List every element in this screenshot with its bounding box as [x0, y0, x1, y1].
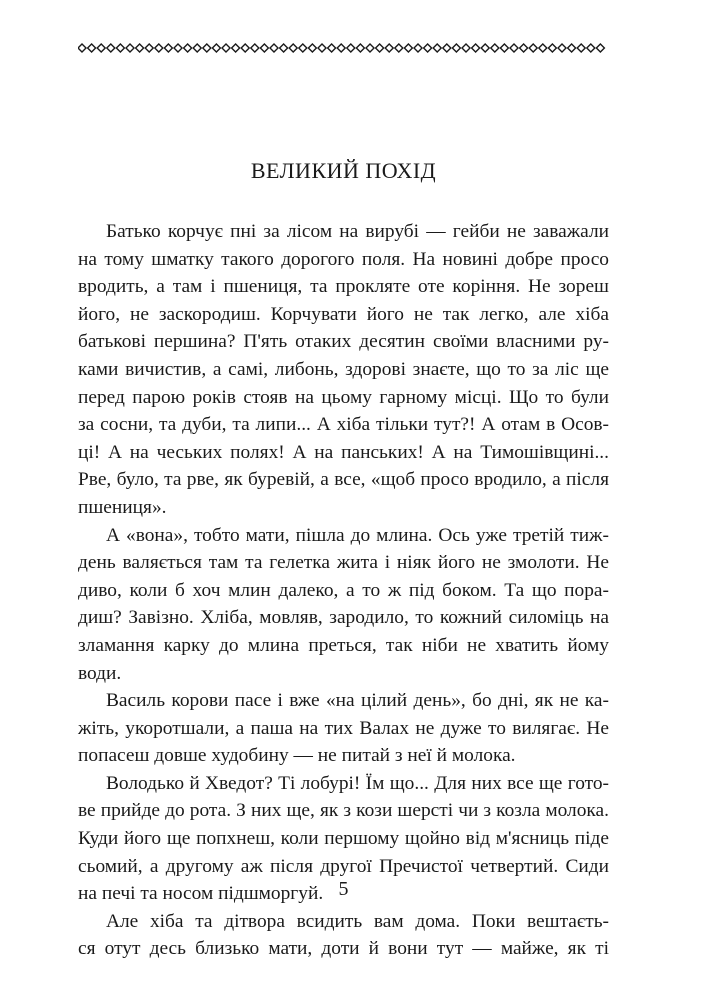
- text-line: за сосни, та дуби, та липи... А хіба тільки тут?! А отам в Осов-: [78, 414, 609, 436]
- ornament-link: [78, 44, 86, 52]
- ornament-link: [126, 44, 134, 52]
- ornament-link: [203, 44, 211, 52]
- page-number: 5: [338, 878, 349, 900]
- ornament-link: [318, 44, 326, 52]
- ornament-link: [558, 44, 566, 52]
- text-line: на печі та носом підшморгуй.: [78, 883, 324, 905]
- ornament-link: [289, 44, 297, 52]
- ornament-link: [308, 44, 316, 52]
- ornament-link: [366, 44, 374, 52]
- ornament-link: [222, 44, 230, 52]
- ornament-link: [299, 44, 307, 52]
- text-line: зламання карку до млина преться, так ніби не хватить йому: [78, 634, 609, 656]
- ornament-link: [568, 44, 576, 52]
- ornament-link: [539, 44, 547, 52]
- text-line: Рве, було, та рве, як буревій, а все, «щоб просо вродило, а після: [78, 469, 609, 491]
- text-line: Куди його ще попхнеш, коли першому щойно від м'ясниць піде: [78, 828, 609, 850]
- chapter-title: ВЕЛИКИЙ ПОХІД: [250, 158, 437, 183]
- text-line: на тому шматку такого дорогого поля. На новині добре просо: [78, 248, 609, 270]
- header-ornament: [78, 41, 609, 55]
- text-line: ками вичистив, а самі, либонь, здорові знаєте, що то за ліс ще: [78, 358, 609, 380]
- ornament-link: [376, 44, 384, 52]
- text-line: жіть, укоротшали, а паша на тих Валах не дуже то вилягає. Не: [78, 717, 609, 739]
- text-line: попасеш довше худобину — не питай з неї й молока.: [78, 745, 516, 767]
- ornament-link: [481, 44, 489, 52]
- text-line: Володько й Хведот? Ті лобурі! Їм що... Для них все ще гото-: [106, 772, 609, 794]
- ornament-link: [337, 44, 345, 52]
- text-line: А «вона», тобто мати, пішла до млина. Ось уже третій тиж-: [106, 524, 609, 546]
- ornament-link: [280, 44, 288, 52]
- body-text: [78, 218, 609, 963]
- ornament-link: [174, 44, 182, 52]
- ornament-link: [424, 44, 432, 52]
- ornament-link: [385, 44, 393, 52]
- text-line: пшениця».: [78, 496, 167, 518]
- ornament-link: [164, 44, 172, 52]
- ornament-link: [116, 44, 124, 52]
- ornament-link: [462, 44, 470, 52]
- ornament-link: [184, 44, 192, 52]
- text-line: день валяється там та гелетка жита і ніяк його не змолоти. Не: [78, 552, 609, 574]
- ornament-link: [136, 44, 144, 52]
- ornament-link: [356, 44, 364, 52]
- text-line: вродить, а там і пшениця, та прокляте оте коріння. Не зореш: [78, 276, 609, 298]
- ornament-link: [443, 44, 451, 52]
- ornament-link: [520, 44, 528, 52]
- ornament-link: [500, 44, 508, 52]
- ornament-link: [251, 44, 259, 52]
- text-line: Батько корчує пні за лісом на вирубі — гейби не заважали: [106, 221, 609, 242]
- ornament-link: [414, 44, 422, 52]
- ornament-link: [155, 44, 163, 52]
- ornament-link: [472, 44, 480, 52]
- ornament-link: [232, 44, 240, 52]
- ornament-link: [577, 44, 585, 52]
- ornament-link: [529, 44, 537, 52]
- text-line: Але хіба та дітвора всидить вам дома. Поки вештаєть-: [106, 910, 609, 932]
- text-line: Василь корови пасе і вже «на цілий день», бо дні, як не ка-: [106, 690, 609, 712]
- ornament-link: [587, 44, 595, 52]
- text-line: ве прийде до рота. З них ще, як з кози шерсті чи з козла молока.: [78, 800, 609, 822]
- text-line: води.: [78, 662, 122, 684]
- ornament-link: [270, 44, 278, 52]
- ornament-link: [452, 44, 460, 52]
- ornament-link: [260, 44, 268, 52]
- text-line: диво, коли б хоч млин далеко, а то ж під боком. Та що пора-: [78, 579, 609, 601]
- text-line: ці! А на чеських полях! А на панських! А на Тимошівщині...: [78, 441, 609, 463]
- ornament-link: [395, 44, 403, 52]
- text-line: ся отут десь близько мати, доти й вони тут — майже, як ті: [78, 938, 609, 960]
- ornament-link: [596, 44, 604, 52]
- ornament-link: [88, 44, 96, 52]
- ornament-link: [212, 44, 220, 52]
- text-line: сьомий, а другому аж після другої Пречистої четвертий. Сиди: [78, 855, 609, 877]
- ornament-link: [548, 44, 556, 52]
- ornament-link: [404, 44, 412, 52]
- ornament-link: [145, 44, 153, 52]
- ornament-link: [97, 44, 105, 52]
- ornament-link: [107, 44, 115, 52]
- text-line: перед парою років стояв на цьому гарному місці. Що то були: [78, 386, 609, 408]
- ornament-link: [491, 44, 499, 52]
- text-line: батькові першина? П'ять отаких десятин своїми власними ру-: [78, 331, 609, 353]
- text-line: його, не заскородиш. Корчувати його не так легко, але хіба: [78, 303, 609, 325]
- ornament-link: [510, 44, 518, 52]
- ornament-link: [241, 44, 249, 52]
- text-line: диш? Завізно. Хліба, мовляв, зародило, то кожний силоміць на: [78, 607, 609, 629]
- ornament-link: [347, 44, 355, 52]
- ornament-link: [433, 44, 441, 52]
- ornament-link: [328, 44, 336, 52]
- ornament-link: [193, 44, 201, 52]
